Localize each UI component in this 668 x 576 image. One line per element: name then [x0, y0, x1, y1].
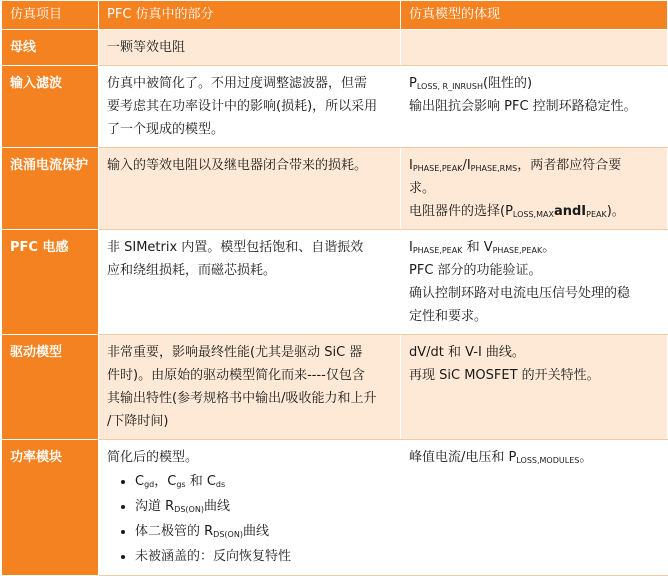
subscript: LOSS, R_INRUSH	[416, 82, 483, 91]
text-line: 了一个现成的模型。	[107, 122, 225, 137]
row-part: 输入的等效电阻以及继电器闭合带来的损耗。	[99, 148, 401, 230]
symbol: P	[409, 76, 417, 91]
text: 。	[542, 240, 556, 255]
text-line: 非 SIMetrix 内置。模型包括饱和、自谐振效	[107, 240, 364, 255]
subscript: LOSS,MODULES	[516, 456, 580, 465]
row-label: 输入滤波	[2, 66, 99, 148]
text-line	[409, 72, 659, 95]
subscript: DS(ON)	[213, 530, 243, 539]
subscript: PHASE,RMS	[470, 164, 518, 173]
text-line	[409, 154, 659, 177]
subscript: gd	[144, 480, 155, 489]
subscript: gs	[176, 480, 186, 489]
text-line: 要考虑其在功率设计中的影响(损耗)，所以采用	[107, 99, 378, 114]
text: andI	[553, 204, 587, 219]
symbol: C	[135, 474, 145, 489]
text-line: 再现 SiC MOSFET 的开关特性。	[409, 368, 600, 383]
text: 峰值电流/电压和 P	[409, 450, 517, 465]
list-item	[135, 519, 392, 544]
text: 和 V	[462, 240, 493, 255]
table-row	[2, 230, 668, 335]
text-line: 非常重要，影响最终性能(尤其是驱动 SiC 器	[107, 345, 363, 360]
row-model	[401, 230, 668, 335]
subscript: PHASE,PEAK	[412, 246, 463, 255]
text: 体二极管的 R	[135, 524, 214, 539]
header-col2: PFC 仿真中的部分	[99, 1, 401, 30]
row-model	[401, 30, 668, 66]
text: )。	[606, 204, 625, 219]
text: 电阻器件的选择(P	[409, 204, 513, 219]
row-model	[401, 335, 668, 440]
text-line: 求。	[409, 181, 436, 196]
symbol: /I	[462, 158, 471, 173]
text-line: 简化后的模型。	[107, 450, 199, 465]
row-model	[401, 66, 668, 148]
row-label: 功率模块	[2, 440, 99, 576]
row-model	[401, 440, 668, 576]
text: 曲线	[203, 499, 230, 514]
text-line: 应和绕组损耗，而磁芯损耗。	[107, 263, 277, 278]
text-line: 确认控制环路对电流电压信号处理的稳	[409, 286, 631, 301]
text-line	[409, 236, 659, 259]
subscript: PEAK	[586, 210, 607, 219]
symbol: I	[409, 158, 413, 173]
text: 。	[579, 450, 593, 465]
row-part: 一颗等效电阻	[99, 30, 401, 66]
text-line: 仿真中被简化了。不用过度调整滤波器，但需	[107, 76, 368, 91]
list-item	[135, 494, 392, 519]
row-part	[99, 66, 401, 148]
table-row	[2, 440, 668, 576]
table-row	[2, 66, 668, 148]
symbol: I	[409, 240, 413, 255]
text-line: /下降时间)	[107, 414, 169, 429]
table-row	[2, 30, 668, 66]
text-line: 件时)。由原始的驱动模型简化而来----仅包含	[107, 368, 365, 383]
bullet-list	[107, 469, 392, 569]
text: 曲线	[242, 524, 269, 539]
text: ，两者都应符合要	[517, 158, 622, 173]
subscript: ds	[215, 480, 226, 489]
row-label: 驱动模型	[2, 335, 99, 440]
row-part	[99, 335, 401, 440]
row-label: 浪涌电流保护	[2, 148, 99, 230]
text-line: 输出阻抗会影响 PFC 控制环路稳定性。	[409, 99, 637, 114]
subscript: PHASE,PEAK	[492, 246, 543, 255]
symbol: 和 C	[185, 474, 216, 489]
list-item: • 未被涵盖的：反向恢复特性	[135, 544, 392, 569]
table	[1, 0, 668, 576]
row-label: 母线	[2, 30, 99, 66]
table-row	[2, 148, 668, 230]
text-line: PFC 部分的功能验证。	[409, 263, 542, 278]
symbol: ，C	[154, 474, 177, 489]
table-row	[2, 335, 668, 440]
row-model	[401, 148, 668, 230]
row-label: PFC 电感	[2, 230, 99, 335]
list-item	[135, 469, 392, 494]
text-line	[409, 446, 659, 469]
text: 沟道 R	[135, 499, 175, 514]
text-line: 定性和要求。	[409, 309, 488, 324]
header-col1: 仿真项目	[2, 1, 99, 30]
subscript: LOSS,MAX	[512, 210, 554, 219]
subscript: PHASE,PEAK	[412, 164, 463, 173]
text: (阻性的)	[482, 76, 533, 91]
row-part	[99, 230, 401, 335]
table-header-row	[2, 1, 668, 30]
text-line	[409, 200, 659, 223]
text-line: dV/dt 和 V-I 曲线。	[409, 345, 525, 360]
header-col3: 仿真模型的体现	[401, 1, 668, 30]
text-line: 其输出特性(参考规格书中输出/吸收能力和上升	[107, 391, 377, 406]
row-part	[99, 440, 401, 576]
subscript: DS(ON)	[174, 505, 204, 514]
